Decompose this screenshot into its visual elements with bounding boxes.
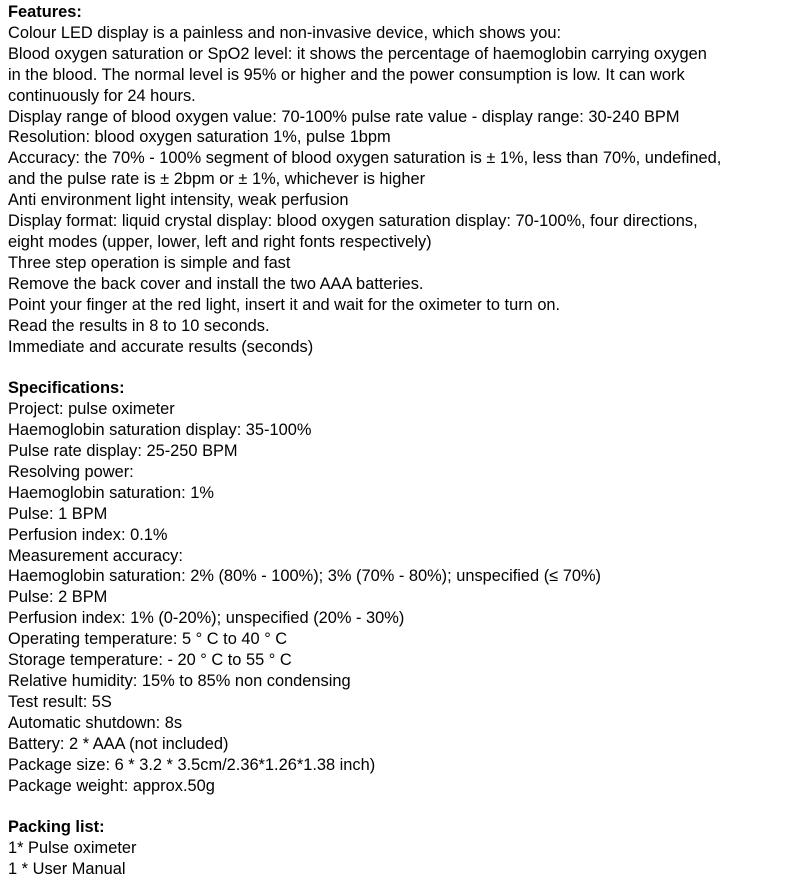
packing-list-item: 1 * User Manual: [8, 860, 126, 879]
spec-line: Storage temperature: - 20 ° C to 55 ° C: [8, 651, 292, 670]
spec-line: Pulse: 2 BPM: [8, 588, 108, 607]
feature-line: Resolution: blood oxygen saturation 1%, pulse 1bpm: [8, 128, 391, 147]
feature-line: Blood oxygen saturation or SpO2 level: it shows the percentage of haemoglobin carrying oxygen: [8, 44, 707, 63]
spec-line: Battery: 2 * AAA (not included): [8, 734, 229, 753]
spec-line: Perfusion index: 0.1%: [8, 525, 168, 544]
feature-line: Accuracy: the 70% - 100% segment of blood oxygen saturation is ± 1%, less than 70%, undefined,: [8, 149, 722, 168]
feature-line: Point your finger at the red light, insert it and wait for the oximeter to turn on.: [8, 295, 561, 314]
spec-line: Haemoglobin saturation display: 35-100%: [8, 421, 312, 440]
features-heading: Features:: [8, 3, 82, 21]
spec-line: Test result: 5S: [8, 692, 112, 711]
packing-list-section: [8, 817, 810, 880]
feature-line: Anti environment light intensity, weak perfusion: [8, 191, 349, 210]
spec-line: Relative humidity: 15% to 85% non condensing: [8, 671, 351, 690]
feature-line: Immediate and accurate results (seconds): [8, 337, 314, 356]
packing-list-heading: Packing list:: [8, 818, 105, 837]
spec-line: Perfusion index: 1% (0-20%); unspecified (20% - 30%): [8, 609, 405, 628]
specifications-heading: Specifications:: [8, 379, 125, 398]
spec-line: Package size: 6 * 3.2 * 3.5cm/2.36*1.26*1.38 inch): [8, 755, 376, 774]
feature-line: Read the results in 8 to 10 seconds.: [8, 316, 270, 335]
spec-line: Automatic shutdown: 8s: [8, 713, 183, 732]
spec-line: Operating temperature: 5 ° C to 40 ° C: [8, 630, 288, 649]
spec-line: Package weight: approx.50g: [8, 776, 215, 795]
feature-line: continuously for 24 hours.: [8, 86, 196, 105]
spec-line: Haemoglobin saturation: 1%: [8, 483, 214, 502]
spec-line: Pulse: 1 BPM: [8, 504, 108, 523]
spec-line: Resolving power:: [8, 462, 134, 481]
spec-line: Haemoglobin saturation: 2% (80% - 100%); 3% (70% - 80%); unspecified (≤ 70%): [8, 567, 601, 586]
feature-line: Three step operation is simple and fast: [8, 253, 291, 272]
specifications-section: [8, 378, 810, 796]
feature-line: and the pulse rate is ± 2bpm or ± 1%, whichever is higher: [8, 170, 426, 189]
feature-line: Colour LED display is a painless and non-invasive device, which shows you:: [8, 23, 562, 42]
feature-line: eight modes (upper, lower, left and right fonts respectively): [8, 232, 432, 251]
spec-line: Measurement accuracy:: [8, 546, 183, 565]
packing-list-item: 1* Pulse oximeter: [8, 839, 137, 858]
features-section: [8, 2, 810, 357]
feature-line: Display format: liquid crystal display: blood oxygen saturation display: 70-100%, four directions,: [8, 212, 698, 231]
feature-line: Display range of blood oxygen value: 70-100% pulse rate value - display range: 30-240 BPM: [8, 107, 680, 126]
spec-line: Project: pulse oximeter: [8, 400, 175, 419]
feature-line: in the blood. The normal level is 95% or higher and the power consumption is low. It can work: [8, 65, 685, 84]
feature-line: Remove the back cover and install the two AAA batteries.: [8, 274, 424, 293]
spec-line: Pulse rate display: 25-250 BPM: [8, 442, 238, 461]
